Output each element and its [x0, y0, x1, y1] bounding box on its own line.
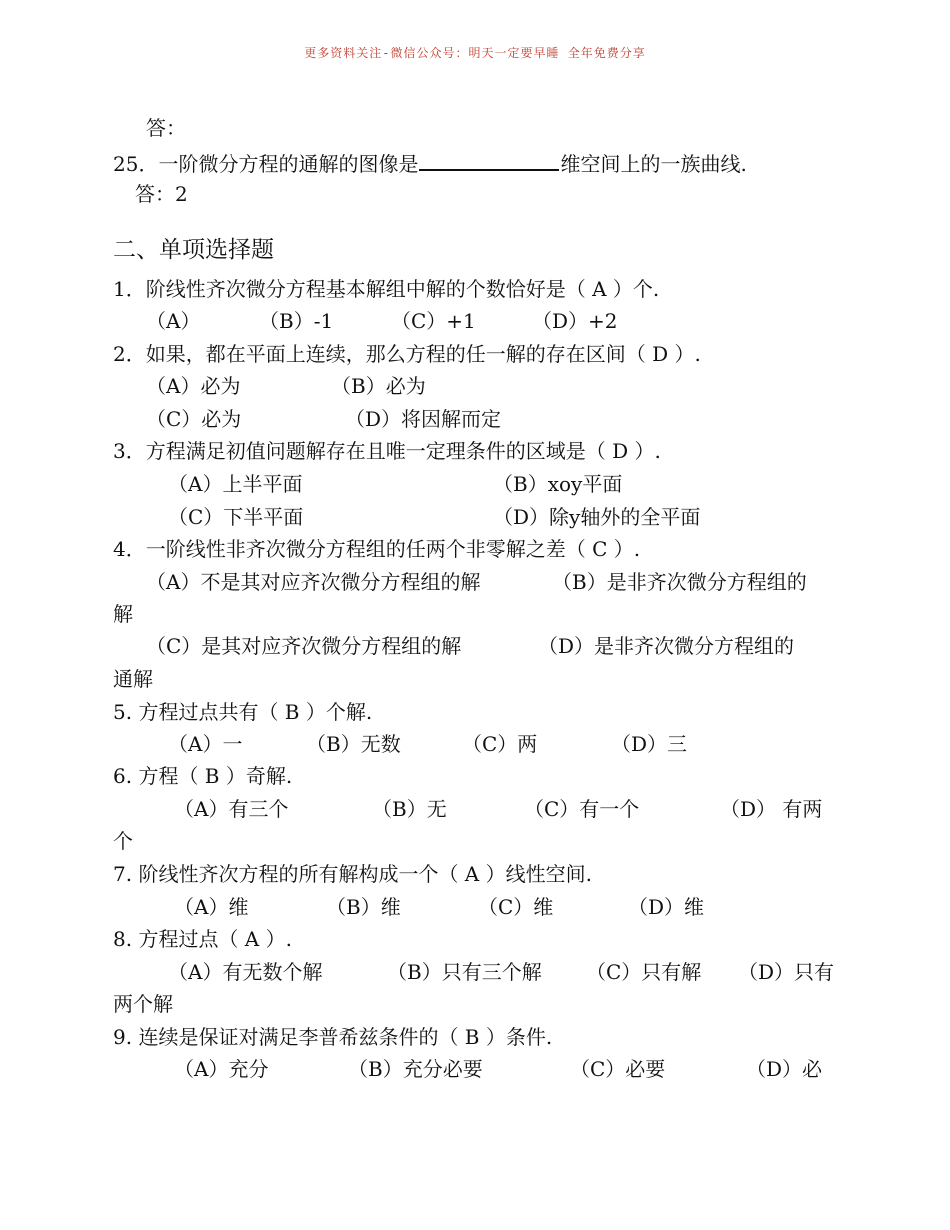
q7-stem: 7. 阶线性齐次方程的所有解构成一个（ A ）线性空间. — [113, 862, 592, 886]
q3-stem: 3．方程满足初值问题解存在且唯一定理条件的区域是（ D ）. — [113, 439, 661, 463]
q6-option-a: （A）有三个 — [174, 797, 289, 821]
q5-option-a: （A）一 — [168, 732, 243, 756]
q6-stem: 6. 方程（ B ）奇解. — [113, 764, 293, 788]
q4-option-a: （A）不是其对应齐次微分方程组的解 — [146, 570, 481, 594]
q2-option-b: （B）必为 — [331, 374, 426, 398]
q4-stem: 4．一阶线性非齐次微分方程组的任两个非零解之差（ C ）. — [113, 537, 641, 561]
q3-option-a: （A）上半平面 — [168, 472, 303, 496]
page-header-watermark: 更多资料关注-微信公众号：明天一定要早睡 全年免费分享 — [304, 46, 646, 60]
q7-option-d: （D）维 — [628, 895, 705, 919]
question-25 — [113, 151, 747, 174]
q9-option-d: （D）必 — [746, 1057, 823, 1081]
q6-option-c: （C）有一个 — [524, 797, 640, 821]
q7-option-a: （A）维 — [174, 895, 249, 919]
q8-option-b: （B）只有三个解 — [387, 960, 542, 984]
answer-label: 答： — [146, 116, 186, 140]
q4-option-c: （C）是其对应齐次微分方程组的解 — [146, 634, 462, 658]
section-title: 二、单项选择题 — [113, 237, 274, 263]
q4-option-d-wrap: 通解 — [113, 667, 153, 691]
q6-option-b: （B）无 — [372, 797, 447, 821]
q5-option-b: （B）无数 — [306, 732, 401, 756]
q5-option-c: （C）两 — [462, 732, 538, 756]
q2-option-a: （A）必为 — [146, 374, 241, 398]
q25-prefix: 25．一阶微分方程的通解的图像是 — [113, 152, 419, 176]
q8-option-a: （A）有无数个解 — [168, 960, 323, 984]
q9-option-b: （B）充分必要 — [348, 1057, 483, 1081]
q5-option-d: （D）三 — [611, 732, 688, 756]
q1-stem: 1．阶线性齐次微分方程基本解组中解的个数恰好是（ A ）个. — [113, 277, 660, 301]
q3-option-c: （C）下半平面 — [168, 505, 304, 529]
q3-option-b: （B）xoy平面 — [493, 472, 623, 496]
q9-option-a: （A）充分 — [174, 1057, 269, 1081]
q4-option-b-wrap: 解 — [113, 602, 133, 626]
q1-option-c: （C）+1 — [391, 309, 476, 333]
q8-stem: 8. 方程过点（ A ）. — [113, 927, 292, 951]
q6-option-d-wrap: 个 — [113, 829, 133, 853]
q8-option-d-wrap: 两个解 — [113, 992, 173, 1016]
q5-stem: 5. 方程过点共有（ B ）个解. — [113, 700, 373, 724]
q8-option-d: （D）只有 — [738, 960, 835, 984]
q1-option-b: （B）-1 — [259, 309, 334, 333]
q7-option-b: （B）维 — [326, 895, 401, 919]
q6-option-d: （D） 有两 — [720, 797, 823, 821]
q3-option-d: （D）除y轴外的全平面 — [493, 505, 701, 529]
q1-option-d: （D）+2 — [532, 309, 618, 333]
q9-stem: 9. 连续是保证对满足李普希兹条件的（ B ）条件. — [113, 1025, 553, 1049]
q4-option-d: （D）是非齐次微分方程组的 — [538, 634, 795, 658]
q8-option-c: （C）只有解 — [586, 960, 702, 984]
q25-suffix: 维空间上的一族曲线. — [560, 152, 747, 176]
q25-blank — [419, 151, 559, 171]
q2-option-d: （D）将因解而定 — [345, 407, 502, 431]
q4-option-b: （B）是非齐次微分方程组的 — [552, 570, 807, 594]
q2-option-c: （C）必为 — [146, 407, 242, 431]
q25-answer: 答：2 — [135, 182, 188, 206]
q1-option-a: （A） — [146, 309, 201, 333]
q9-option-c: （C）必要 — [570, 1057, 666, 1081]
q2-stem: 2．如果，都在平面上连续，那么方程的任一解的存在区间（ D ）. — [113, 342, 701, 366]
q7-option-c: （C）维 — [478, 895, 554, 919]
